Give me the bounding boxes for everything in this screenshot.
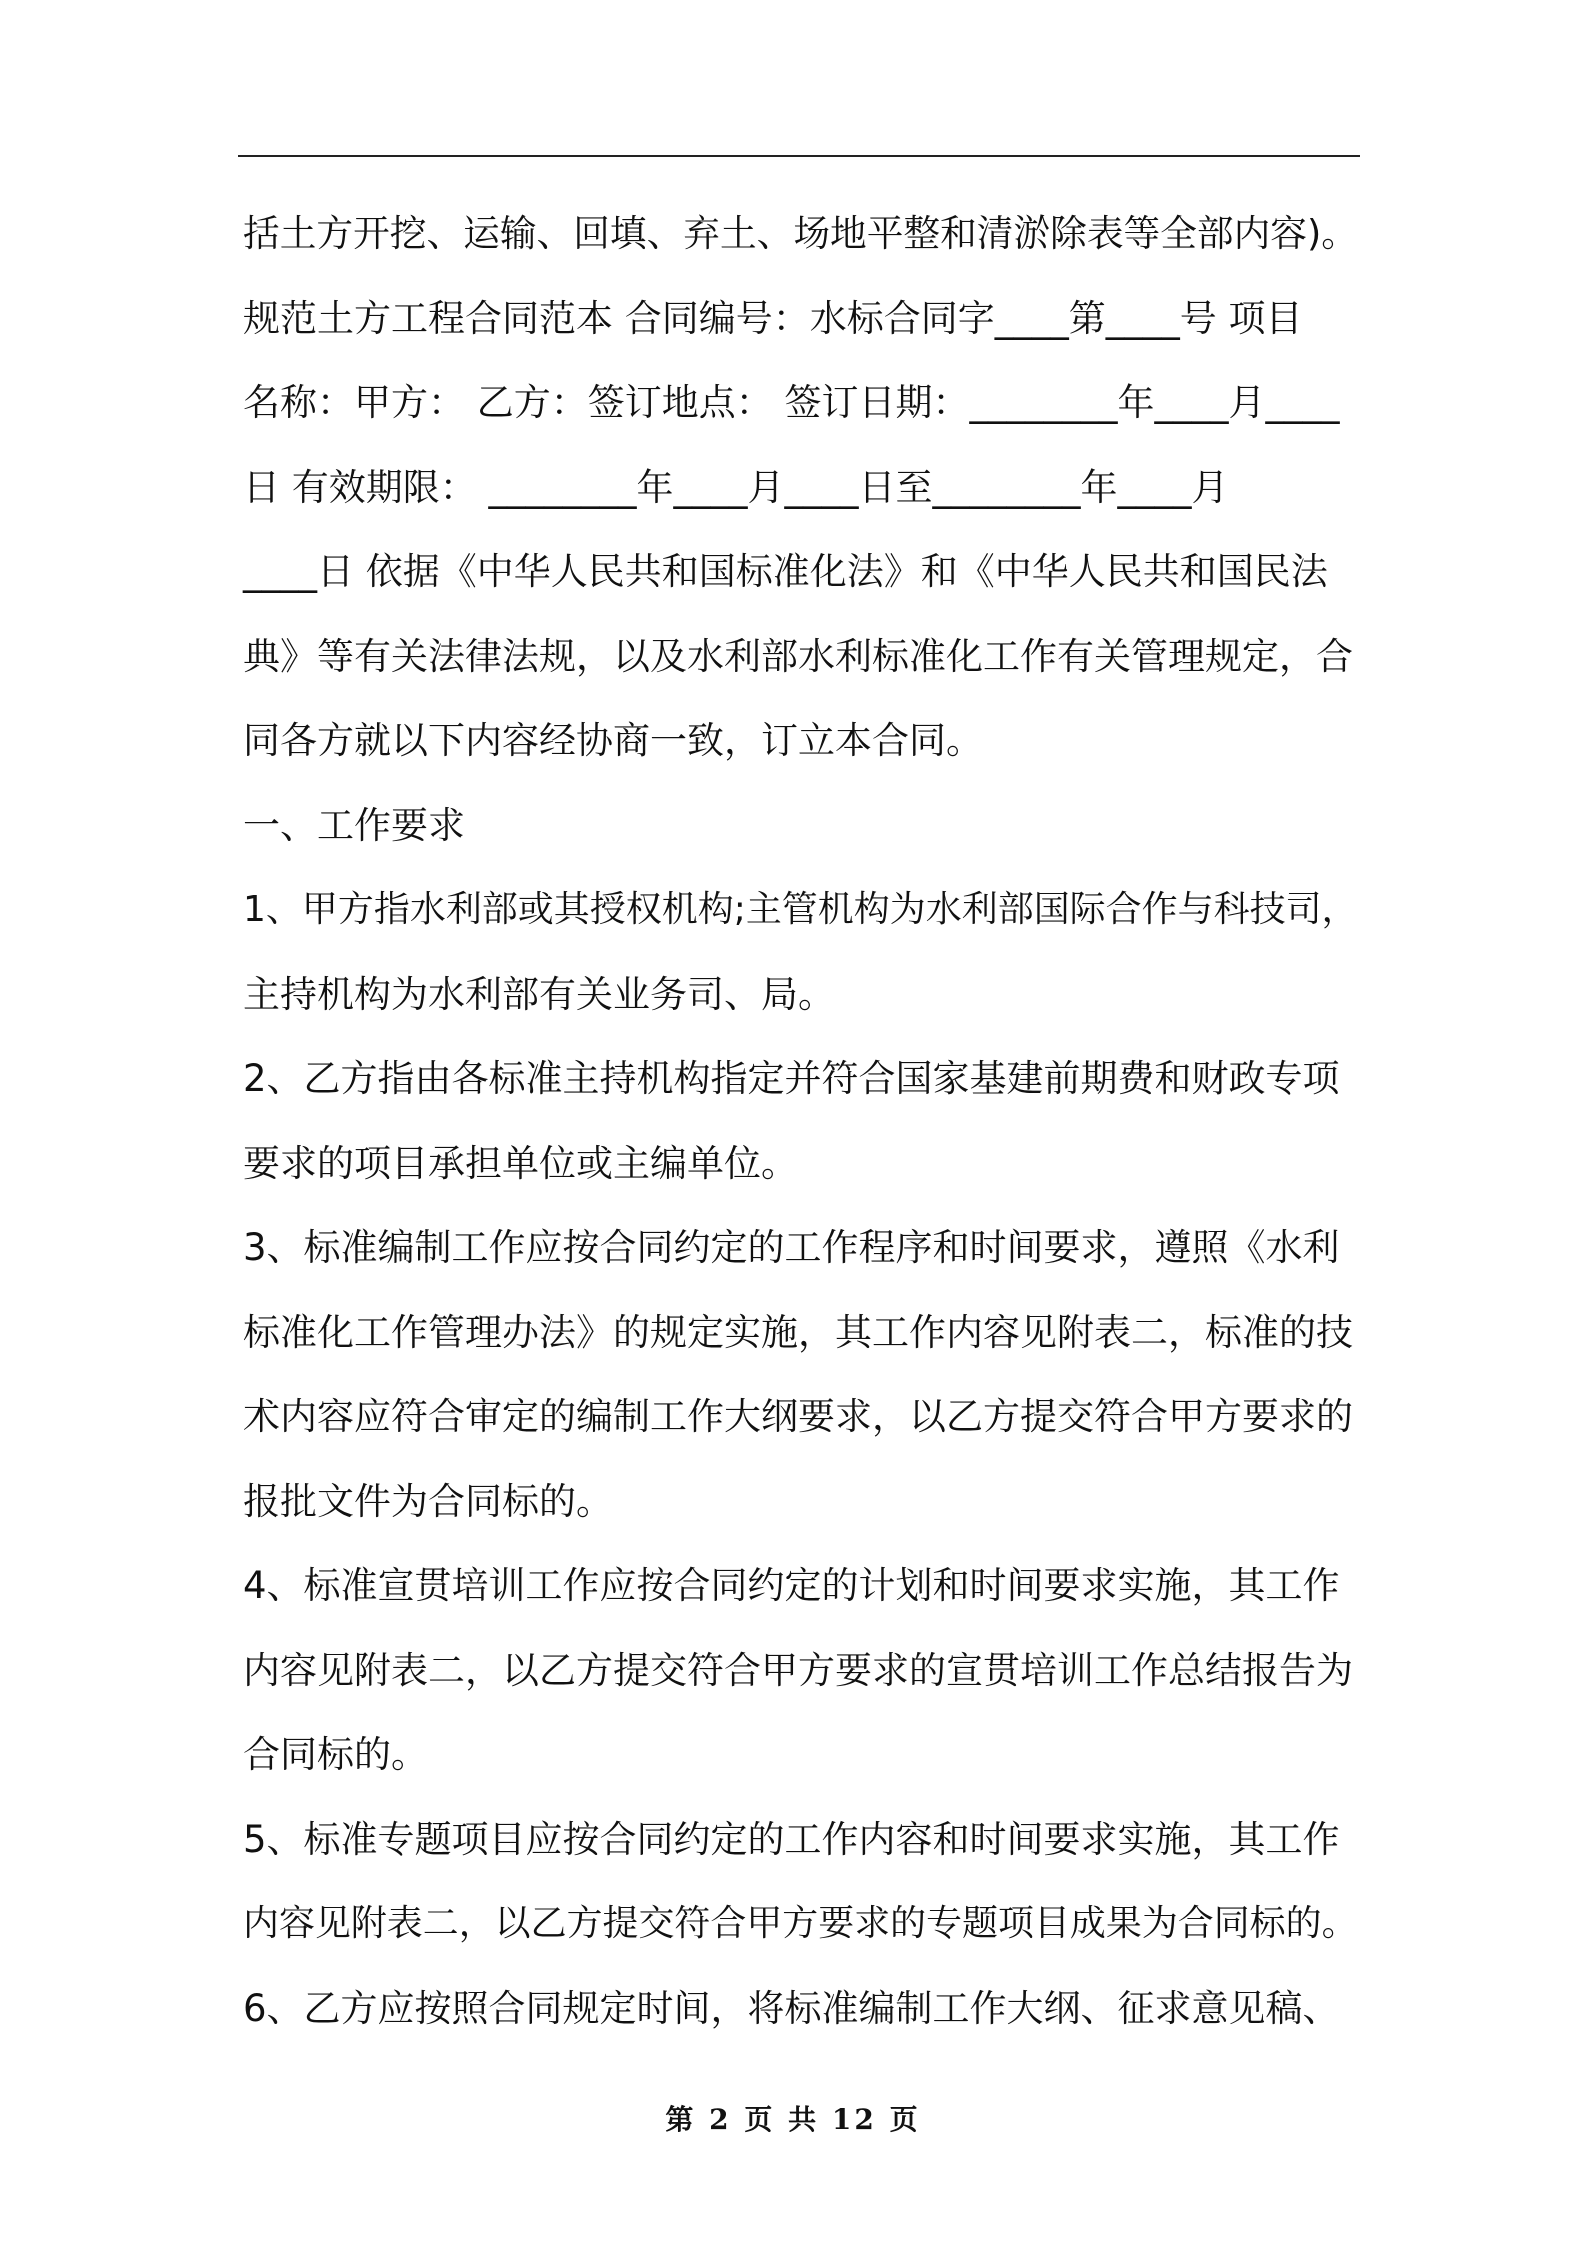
text-line: 2、乙方指由各标准主持机构指定并符合国家基建前期费和财政专项	[243, 1057, 1340, 1100]
text-line: 主持机构为水利部有关业务司、局。	[243, 972, 835, 1016]
text-line: 标准化工作管理办法》的规定实施，其工作内容见附表二，标准的技	[243, 1310, 1353, 1354]
text-line: 日 有效期限： ________年____月____日至________年____月	[243, 465, 1229, 509]
text-line: 5、标准专题项目应按合同约定的工作内容和时间要求实施，其工作	[243, 1817, 1340, 1861]
text-line: 内容见附表二，以乙方提交符合甲方要求的宣贯培训工作总结报告为	[243, 1648, 1353, 1692]
text-line: 4、标准宣贯培训工作应按合同约定的计划和时间要求实施，其工作	[243, 1564, 1340, 1607]
text-line: 术内容应符合审定的编制工作大纲要求，以乙方提交符合甲方要求的	[243, 1395, 1353, 1438]
text-line: ____日 依据《中华人民共和国标准化法》和《中华人民共和国民法	[243, 550, 1328, 593]
header-rule	[238, 155, 1360, 157]
text-line: 内容见附表二，以乙方提交符合甲方要求的专题项目成果为合同标的。	[243, 1903, 1358, 1944]
text-line: 要求的项目承担单位或主编单位。	[243, 1141, 798, 1185]
text-line: 典》等有关法律法规，以及水利部水利标准化工作有关管理规定，合	[243, 634, 1353, 678]
text-line: 报批文件为合同标的。	[243, 1479, 613, 1523]
page-footer: 第 2 页 共 12 页	[665, 2103, 921, 2136]
text-line: 合同标的。	[243, 1733, 428, 1776]
text-line: 名称：甲方： 乙方：签订地点： 签订日期：________年____月____	[243, 381, 1340, 424]
text-line: 1、甲方指水利部或其授权机构;主管机构为水利部国际合作与科技司，	[243, 889, 1358, 930]
text-line: 括土方开挖、运输、回填、弃土、场地平整和清淤除表等全部内容)。	[243, 212, 1358, 255]
text-line: 6、乙方应按照合同规定时间，将标准编制工作大纲、征求意见稿、	[243, 1986, 1340, 2030]
text-line: 同各方就以下内容经协商一致，订立本合同。	[243, 719, 983, 762]
body-text	[243, 192, 1358, 2051]
text-line: 规范土方工程合同范本 合同编号：水标合同字____第____号 项目	[243, 296, 1303, 340]
section-heading: 一、工作要求	[243, 803, 465, 847]
text-line: 3、标准编制工作应按合同约定的工作程序和时间要求，遵照《水利	[243, 1226, 1340, 1269]
